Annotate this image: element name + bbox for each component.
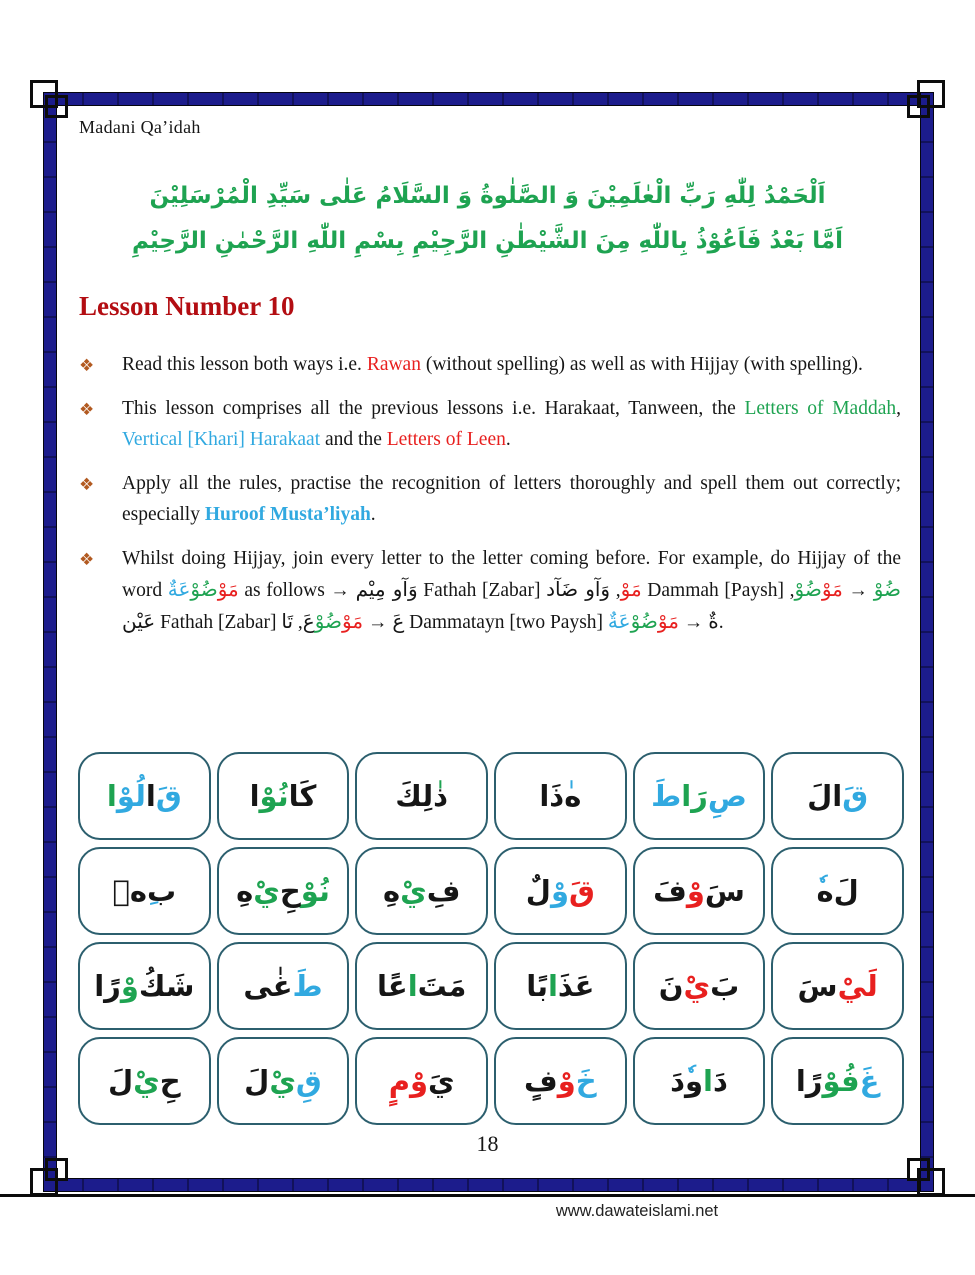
text-segment: ا	[106, 778, 117, 813]
footer-rule	[0, 1194, 975, 1197]
arabic-segment: ضُوْ	[630, 609, 658, 633]
text-segment: Letters of Leen	[386, 429, 506, 450]
bullet-item	[79, 349, 901, 380]
arabic-segment: وَآو ضَآد	[546, 577, 611, 601]
word-cell	[633, 752, 766, 840]
word-cell	[771, 847, 904, 935]
text-segment: وْ	[686, 873, 705, 908]
lesson-title: Lesson Number 10	[79, 291, 295, 321]
word-cell	[771, 1037, 904, 1125]
text-segment: Whilst doing Hijjay, join every letter to the letter coming before. For example, do Hijjay of the word	[122, 548, 901, 601]
text-segment: ب	[147, 873, 177, 908]
text-segment: طَ	[651, 778, 682, 813]
word-cell	[494, 942, 627, 1030]
text-segment: .	[505, 429, 511, 450]
text-segment: Dammatayn [two Paysh]	[404, 612, 608, 633]
text-segment: ا	[145, 778, 156, 813]
arabic-segment: مَوْ	[821, 577, 843, 601]
text-segment: نُوْ	[259, 778, 289, 813]
text-segment: حِ	[279, 873, 301, 908]
text-segment: Huroof Musta’liyah	[204, 504, 371, 525]
corner-ornament-icon	[907, 95, 930, 118]
text-segment: يْ	[253, 873, 280, 908]
text-segment: ه	[816, 873, 834, 908]
text-segment: سَ	[704, 873, 745, 908]
text-segment: ا	[703, 1063, 713, 1098]
arabic-segment: عَيْن	[122, 609, 156, 633]
diamond-bullet-icon: ❖	[79, 356, 95, 376]
text-segment: →	[363, 612, 393, 633]
text-segment: ا	[407, 968, 418, 1003]
text-segment: لُوْ	[116, 778, 146, 813]
text-segment: عَذَ	[557, 968, 595, 1003]
page-number: 18	[476, 1131, 499, 1156]
text-segment: يْ	[683, 968, 711, 1003]
text-segment: نَ	[658, 968, 684, 1003]
text-segment: رًا	[94, 968, 121, 1003]
text-segment: ,	[789, 580, 795, 601]
border-right-bar	[920, 92, 934, 1192]
footer-url: www.dawateislami.net	[555, 1202, 719, 1220]
text-segment: وْ	[409, 1063, 429, 1098]
arabic-praise-block	[70, 174, 905, 264]
border-left-bar	[43, 92, 57, 1192]
corner-ornament-icon	[907, 1158, 930, 1181]
arabic-praise-line-2: اَمَّا بَعْدُ فَاَعُوْذُ بِاللّٰهِ مِنَ الشَّيْطٰنِ الرَّجِيْمِ بِسْمِ اللّٰهِ الرَّحْمٰنِ الرَّحِيْمِ	[131, 228, 844, 254]
text-segment: .	[370, 504, 376, 525]
text-segment: رًا	[795, 1063, 823, 1098]
text-segment: دَ	[712, 1063, 728, 1098]
word-cell	[355, 752, 488, 840]
bullet-item	[79, 543, 901, 638]
text-segment: لَ	[244, 1063, 270, 1098]
text-segment: as follows →	[238, 580, 356, 601]
bullet-list	[79, 349, 901, 651]
text-segment: ه	[564, 778, 582, 813]
text-segment: ,	[896, 398, 901, 419]
arabic-segment: عَةٌ	[167, 577, 191, 601]
word-cell	[217, 942, 350, 1030]
text-segment: ,	[610, 580, 621, 601]
text-segment: قِ	[295, 1063, 322, 1098]
text-segment: .	[718, 612, 724, 633]
text-segment: دَ	[670, 1063, 685, 1098]
word-cell	[78, 847, 211, 935]
text-segment: ذ	[433, 778, 449, 813]
arabic-segment: مَوْ	[620, 577, 642, 601]
word-cell	[217, 1037, 350, 1125]
corner-ornament-icon	[45, 95, 68, 118]
arabic-segment: عَ	[302, 609, 315, 633]
text-segment: قَ	[568, 873, 595, 908]
text-segment: و	[685, 1063, 704, 1098]
text-segment: وْ	[120, 968, 139, 1003]
arabic-segment: ضُوْ	[190, 577, 218, 601]
text-segment: ذَا	[539, 778, 565, 813]
bullet-item	[79, 393, 901, 455]
arabic-segment: مَوْ	[657, 609, 679, 633]
text-segment: Dammah [Paysh]	[641, 580, 790, 601]
word-cell	[633, 1037, 766, 1125]
text-segment: يْ	[133, 1063, 160, 1098]
text-segment: مَتَ	[417, 968, 467, 1003]
text-segment: ا	[547, 968, 558, 1003]
text-segment: فُوْ	[822, 1063, 860, 1098]
text-segment: صِ	[707, 778, 747, 813]
header-title: Madani Qa’idah	[79, 117, 201, 137]
text-segment: →	[842, 580, 874, 601]
arabic-segment: عَةٌ	[607, 609, 631, 633]
word-cell	[78, 1037, 211, 1125]
diamond-bullet-icon: ❖	[79, 475, 95, 495]
word-cell	[78, 752, 211, 840]
text-segment: يْ	[400, 873, 427, 908]
border-top-bar	[48, 92, 932, 106]
text-segment: بَ	[710, 968, 740, 1003]
text-segment: ,	[293, 612, 303, 633]
word-cell	[633, 942, 766, 1030]
text-segment: لَ	[833, 873, 859, 908]
word-cell	[78, 942, 211, 1030]
text-segment: رَا	[681, 778, 708, 813]
text-segment: Fathah [Zabar]	[417, 580, 547, 601]
word-cell	[355, 1037, 488, 1125]
text-segment: سَ	[797, 968, 838, 1003]
word-cell	[217, 752, 350, 840]
text-segment: غٰى	[243, 968, 293, 1003]
border-bottom-bar	[48, 1178, 932, 1192]
text-segment: This lesson comprises all the previous lessons i.e. Harakaat, Tanween, the	[122, 398, 745, 419]
word-cell	[494, 847, 627, 935]
arabic-segment: وَآو مِيْم	[355, 577, 418, 601]
arabic-praise-line-1: اَلْحَمْدُ لِلّٰهِ رَبِّ الْعٰلَمِيْنَ وَ الصَّلٰوةُ وَ السَّلَامُ عَلٰى سَيِّدِ الْمُرْسَلِيْنَ	[149, 183, 826, 209]
arabic-segment: تَا	[281, 609, 294, 633]
text-segment: غَ	[859, 1063, 880, 1098]
diamond-bullet-icon: ❖	[79, 550, 95, 570]
text-segment: هٖ	[112, 873, 148, 908]
word-cell	[355, 847, 488, 935]
arabic-segment: ضُوْ	[794, 577, 822, 601]
text-segment: (without spelling) as well as with Hijjay (with spelling).	[420, 354, 863, 375]
text-segment: and the	[320, 429, 387, 450]
text-segment: عًا	[377, 968, 408, 1003]
text-segment: بًا	[526, 968, 548, 1003]
word-cell	[771, 752, 904, 840]
arabic-segment: ةٌ	[708, 609, 719, 633]
text-segment: Letters of Maddah	[744, 398, 897, 419]
text-segment: طَ	[292, 968, 323, 1003]
text-segment: هِ	[382, 873, 401, 908]
word-cell	[494, 1037, 627, 1125]
text-segment: يَ	[428, 1063, 455, 1098]
text-segment: لَ	[108, 1063, 134, 1098]
text-segment: لٌ	[525, 873, 551, 908]
text-segment: لَيْ	[837, 968, 878, 1003]
text-segment: نُوْ	[300, 873, 330, 908]
text-segment: وْ	[550, 873, 569, 908]
word-cell	[355, 942, 488, 1030]
word-grid	[78, 752, 904, 1125]
text-segment: كَا	[288, 778, 317, 813]
text-segment: Fathah [Zabar]	[155, 612, 282, 633]
text-segment: Read this lesson both ways i.e.	[122, 354, 367, 375]
bullet-item	[79, 468, 901, 530]
text-segment: هِ	[236, 873, 254, 908]
arabic-segment: مَوْ	[217, 577, 239, 601]
text-segment: →	[678, 612, 709, 633]
text-segment: ا	[249, 778, 260, 813]
arabic-segment: مَوْ	[342, 609, 364, 633]
arabic-segment: عَ	[392, 609, 405, 633]
corner-ornament-icon	[45, 1158, 68, 1181]
word-cell	[494, 752, 627, 840]
text-segment: يْ	[269, 1063, 296, 1098]
text-segment: فِ	[426, 873, 461, 908]
text-segment: مٍ	[388, 1063, 410, 1098]
text-segment: فَ	[653, 873, 687, 908]
text-segment: قَ	[842, 778, 869, 813]
text-segment: الَ	[807, 778, 843, 813]
text-segment: شَكُ	[138, 968, 195, 1003]
word-cell	[217, 847, 350, 935]
arabic-segment: ضُوْ	[314, 609, 343, 633]
text-segment: قَ	[155, 778, 182, 813]
text-segment: وْ	[557, 1063, 576, 1098]
text-segment: لِكَ	[395, 778, 434, 813]
text-segment: Apply all the rules, practise the recognition of letters thoroughly and spell them out correctly; especially	[122, 473, 901, 525]
word-cell	[633, 847, 766, 935]
word-cell	[771, 942, 904, 1030]
text-segment: Rawan	[366, 354, 421, 375]
arabic-segment: ضُوْ	[873, 577, 902, 601]
text-segment: Vertical [Khari] Harakaat	[122, 429, 321, 450]
text-segment: حِ	[159, 1063, 181, 1098]
text-segment: خَ	[575, 1063, 597, 1098]
diamond-bullet-icon: ❖	[79, 400, 95, 420]
text-segment: فٍ	[524, 1063, 558, 1098]
